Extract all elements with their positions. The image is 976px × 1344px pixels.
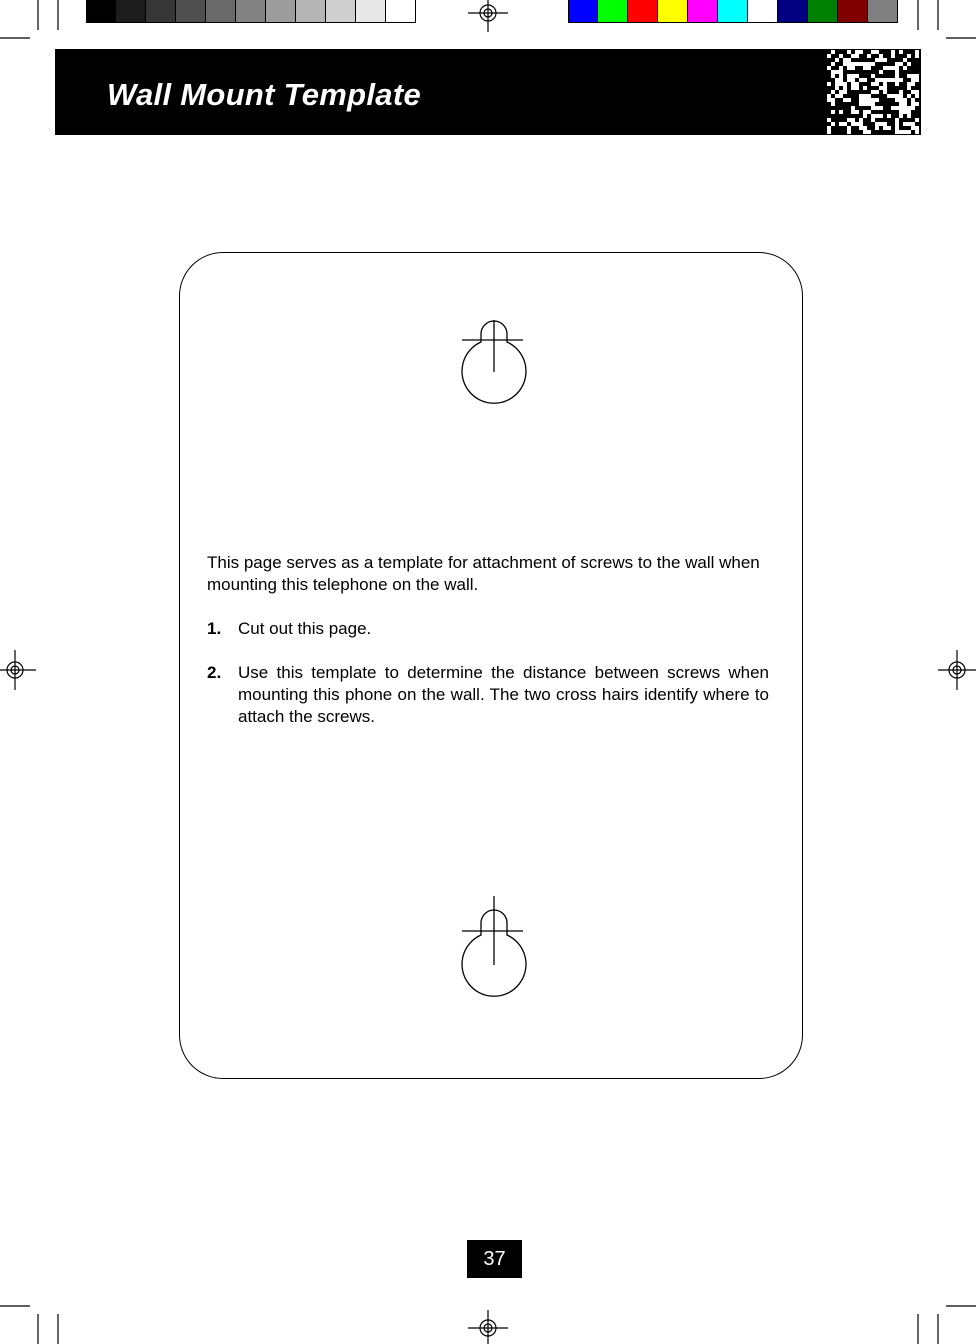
page-number: 37 [467,1240,522,1278]
intro-text: This page serves as a template for attachment of screws to the wall when mounting this telephone on the wall. [207,553,760,594]
keyhole-crosshair-bottom [459,893,529,1013]
header-bar [55,49,921,135]
step-number: 2. [207,663,222,682]
registration-mark-right [938,650,976,690]
registration-mark-left [0,650,36,690]
step-2 [207,662,769,728]
registration-mark-bottom [468,1310,508,1344]
pattern-block [827,50,919,134]
registration-mark-top [468,0,508,32]
keyhole-crosshair-top [459,306,529,426]
step-text: Cut out this page. [238,619,372,638]
page-title: Wall Mount Template [107,77,421,112]
step-text: Use this template to determine the distance between screws when mounting this phone on the wall. The two cross hairs identify where to attach the screws. [238,663,769,726]
instructions [207,552,769,750]
step-1 [207,618,769,640]
step-number: 1. [207,619,222,638]
